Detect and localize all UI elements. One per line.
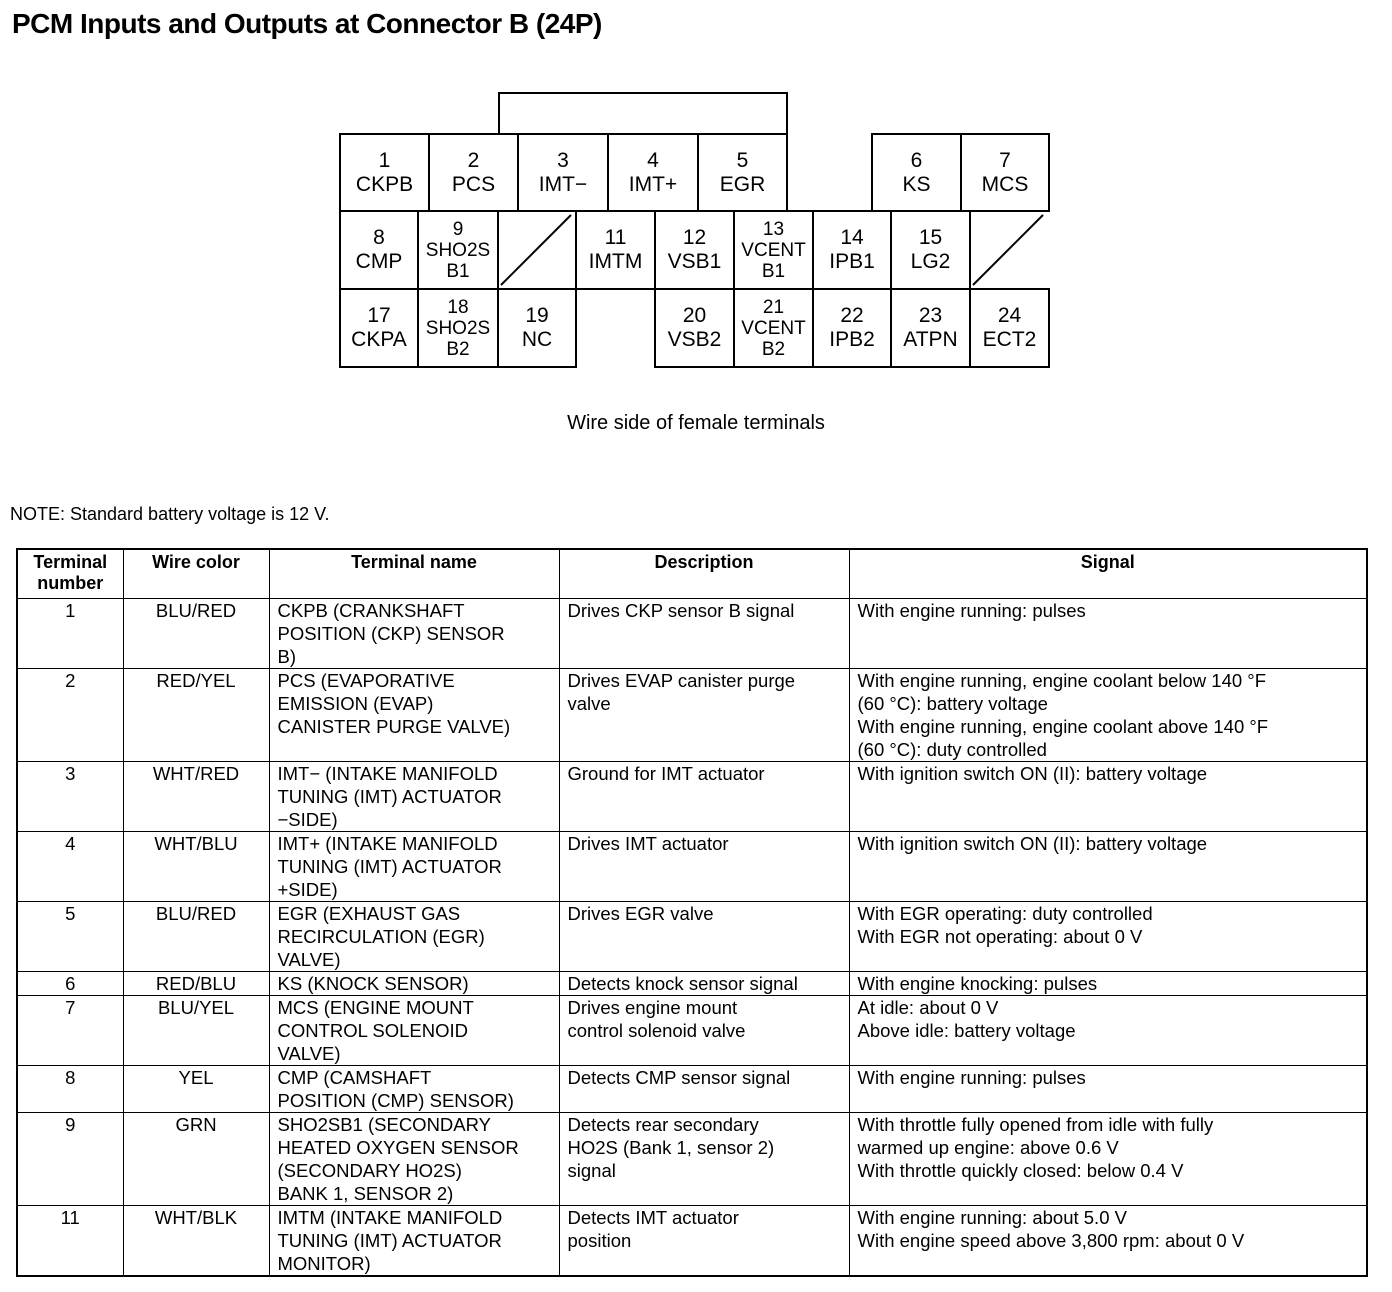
cell-terminal-name-line: POSITION (CKP) SENSOR <box>277 623 505 644</box>
connector-terminal-4 <box>607 133 699 212</box>
cell-signal-line: With engine knocking: pulses <box>857 973 1098 994</box>
cell-wire-color: WHT/BLK <box>123 1206 269 1277</box>
cell-wire-color: WHT/RED <box>123 762 269 832</box>
cell-terminal-name-line: TUNING (IMT) ACTUATOR <box>277 1230 502 1251</box>
cell-signal-line: With ignition switch ON (II): battery voltage <box>857 833 1208 854</box>
cell-description <box>559 1113 849 1206</box>
terminal-num: 22 <box>840 304 864 327</box>
terminal-table <box>16 548 1368 1277</box>
terminal-name2: B2 <box>761 338 786 360</box>
connector-terminal-23 <box>890 288 971 368</box>
header-description: Description <box>559 549 849 599</box>
cell-signal-line: At idle: about 0 V <box>857 997 999 1018</box>
terminal-num: 6 <box>910 148 923 172</box>
cell-wire-color: BLU/RED <box>123 902 269 972</box>
note: NOTE: Standard battery voltage is 12 V. <box>10 504 330 524</box>
cell-signal-line: With engine running, engine coolant above 140 °F <box>857 716 1269 737</box>
cell-terminal-name <box>269 902 559 972</box>
connector-terminal-5 <box>697 133 788 212</box>
cell-description-line: signal <box>567 1160 616 1181</box>
cell-terminal-name-line: BANK 1, SENSOR 2) <box>277 1183 454 1204</box>
cell-description-line: Drives EVAP canister purge <box>567 670 796 691</box>
cell-terminal-name-line: EGR (EXHAUST GAS <box>277 903 461 924</box>
cell-terminal-name-line: TUNING (IMT) ACTUATOR <box>277 786 502 807</box>
cell-wire-color: BLU/RED <box>123 599 269 669</box>
cell-terminal-name-line: VALVE) <box>277 949 341 970</box>
cell-signal-line: With EGR operating: duty controlled <box>857 903 1153 924</box>
cell-terminal-name-line: SHO2SB1 (SECONDARY <box>277 1114 491 1135</box>
table-row <box>17 902 1367 972</box>
terminal-name: EGR <box>719 172 766 196</box>
terminal-num: 20 <box>682 304 707 327</box>
connector-terminal-9 <box>417 210 499 290</box>
cell-signal <box>849 1066 1367 1113</box>
empty-cavity-10 <box>497 211 577 291</box>
terminal-num: 5 <box>736 148 749 172</box>
cell-description-line: HO2S (Bank 1, sensor 2) <box>567 1137 775 1158</box>
cell-signal <box>849 832 1367 902</box>
terminal-num: 4 <box>647 148 659 172</box>
cell-signal-line: With throttle fully opened from idle with fully <box>857 1114 1214 1135</box>
cell-terminal-name-line: CKPB (CRANKSHAFT <box>277 600 465 621</box>
connector-terminal-6 <box>871 133 962 212</box>
connector-diagram <box>0 0 1392 400</box>
cell-terminal-name-line: HEATED OXYGEN SENSOR <box>277 1137 519 1158</box>
terminal-num: 11 <box>604 226 627 249</box>
cell-terminal-name <box>269 972 559 996</box>
cell-terminal-name-line: RECIRCULATION (EGR) <box>277 926 485 947</box>
cell-signal-line: With ignition switch ON (II): battery voltage <box>857 763 1208 784</box>
table-row <box>17 1066 1367 1113</box>
connector-terminal-7 <box>960 133 1050 212</box>
connector-terminal-17 <box>339 288 419 368</box>
cell-terminal-number: 6 <box>17 972 123 996</box>
cell-description-line: Drives IMT actuator <box>567 833 729 854</box>
cell-signal <box>849 1113 1367 1206</box>
cell-description <box>559 1066 849 1113</box>
cell-description-line: Ground for IMT actuator <box>567 763 765 784</box>
terminal-num: 3 <box>557 148 569 172</box>
cell-description <box>559 1206 849 1277</box>
cell-terminal-number: 5 <box>17 902 123 972</box>
empty-cavity-16 <box>969 211 1049 291</box>
cell-description <box>559 972 849 996</box>
cell-terminal-name <box>269 1206 559 1277</box>
terminal-num: 2 <box>467 148 480 172</box>
cell-terminal-number: 8 <box>17 1066 123 1113</box>
connector-terminal-8 <box>339 210 419 290</box>
cell-description <box>559 599 849 669</box>
connector-terminal-15 <box>890 210 971 290</box>
terminal-num: 15 <box>918 226 943 249</box>
connector-terminal-18 <box>417 288 499 368</box>
connector-terminal-21 <box>733 288 814 368</box>
terminal-num: 21 <box>762 296 785 318</box>
cell-signal-line: With EGR not operating: about 0 V <box>857 926 1143 947</box>
cell-signal-line: With throttle quickly closed: below 0.4 V <box>857 1160 1184 1181</box>
table-row <box>17 599 1367 669</box>
cell-description-line: position <box>567 1230 632 1251</box>
cell-description-line: Detects rear secondary <box>567 1114 759 1135</box>
cell-signal <box>849 996 1367 1066</box>
page-title: PCM Inputs and Outputs at Connector B (24P) <box>12 8 602 39</box>
connector-terminal-19 <box>497 288 577 368</box>
terminal-num: 8 <box>373 226 385 249</box>
terminal-name: KS <box>902 172 931 196</box>
cell-terminal-name-line: KS (KNOCK SENSOR) <box>277 973 469 994</box>
cell-terminal-name-line: IMT− (INTAKE MANIFOLD <box>277 763 498 784</box>
cell-signal-line: (60 °C): duty controlled <box>857 739 1047 760</box>
cell-description-line: valve <box>567 693 611 714</box>
connector-lock-tab <box>498 92 788 136</box>
table-row <box>17 972 1367 996</box>
header-terminal-number: Terminal number <box>17 549 123 599</box>
cell-description <box>559 996 849 1066</box>
terminal-num: 17 <box>367 304 391 327</box>
terminal-num: 1 <box>378 148 391 172</box>
connector-terminal-3 <box>517 133 609 212</box>
cell-signal <box>849 972 1367 996</box>
terminal-num: 13 <box>762 218 785 240</box>
terminal-name: VCENT <box>741 239 806 261</box>
connector-terminal-22 <box>812 288 892 368</box>
cell-terminal-number: 3 <box>17 762 123 832</box>
terminal-name: IMT− <box>538 172 588 196</box>
cell-terminal-name-line: B) <box>277 646 296 667</box>
header-terminal-name: Terminal name <box>269 549 559 599</box>
cell-signal <box>849 599 1367 669</box>
cell-description-line: Drives CKP sensor B signal <box>567 600 795 621</box>
table-row <box>17 1113 1367 1206</box>
terminal-name: IPB2 <box>829 328 875 351</box>
cell-signal-line: warmed up engine: above 0.6 V <box>857 1137 1119 1158</box>
terminal-name: IMT+ <box>628 172 678 196</box>
cell-wire-color: WHT/BLU <box>123 832 269 902</box>
connector-terminal-11 <box>575 210 656 290</box>
table-row <box>17 996 1367 1066</box>
cell-wire-color: RED/YEL <box>123 669 269 762</box>
cell-terminal-number: 7 <box>17 996 123 1066</box>
connector-terminal-14 <box>812 210 892 290</box>
cell-terminal-name <box>269 996 559 1066</box>
cell-wire-color: GRN <box>123 1113 269 1206</box>
cell-signal-line: With engine running, engine coolant below 140 °F <box>857 670 1266 691</box>
cell-wire-color: BLU/YEL <box>123 996 269 1066</box>
cell-signal-line: With engine running: pulses <box>857 600 1086 621</box>
table-row <box>17 669 1367 762</box>
cell-terminal-name <box>269 669 559 762</box>
connector-terminal-1 <box>339 133 430 212</box>
terminal-num: 19 <box>525 304 549 327</box>
cell-description <box>559 902 849 972</box>
cell-signal <box>849 1206 1367 1277</box>
cell-terminal-name-line: (SECONDARY HO2S) <box>277 1160 462 1181</box>
cell-terminal-name-line: IMTM (INTAKE MANIFOLD <box>277 1207 503 1228</box>
terminal-name: VSB1 <box>667 250 722 273</box>
terminal-name: SHO2S <box>425 317 491 339</box>
cell-description-line: Drives engine mount <box>567 997 738 1018</box>
cell-terminal-name-line: MONITOR) <box>277 1253 371 1274</box>
terminal-name: IPB1 <box>829 250 875 273</box>
terminal-name: IMTM <box>588 250 643 273</box>
terminal-name: ECT2 <box>982 328 1037 351</box>
cell-terminal-name-line: PCS (EVAPORATIVE <box>277 670 455 691</box>
connector-terminal-24 <box>969 288 1050 368</box>
terminal-name: CKPB <box>355 172 414 196</box>
cell-signal <box>849 669 1367 762</box>
cell-terminal-name <box>269 599 559 669</box>
cell-description-line: Drives EGR valve <box>567 903 714 924</box>
cell-terminal-number: 11 <box>17 1206 123 1277</box>
cell-terminal-name-line: TUNING (IMT) ACTUATOR <box>277 856 502 877</box>
cell-description <box>559 669 849 762</box>
table-row <box>17 762 1367 832</box>
cell-signal-line: Above idle: battery voltage <box>857 1020 1076 1041</box>
terminal-name: CKPA <box>351 328 407 351</box>
cell-wire-color: RED/BLU <box>123 972 269 996</box>
cell-terminal-name-line: CMP (CAMSHAFT <box>277 1067 432 1088</box>
cell-terminal-name <box>269 762 559 832</box>
cell-terminal-name-line: EMISSION (EVAP) <box>277 693 434 714</box>
cell-terminal-number: 2 <box>17 669 123 762</box>
terminal-name2: B1 <box>761 260 786 282</box>
cell-signal-line: With engine running: about 5.0 V <box>857 1207 1127 1228</box>
cell-description <box>559 832 849 902</box>
terminal-num: 18 <box>447 296 469 318</box>
cell-terminal-number: 9 <box>17 1113 123 1206</box>
terminal-num: 12 <box>682 226 707 249</box>
terminal-name: VCENT <box>741 317 806 339</box>
cell-terminal-name <box>269 832 559 902</box>
terminal-name: SHO2S <box>425 239 491 261</box>
cell-terminal-name-line: −SIDE) <box>277 809 338 830</box>
table-row <box>17 832 1367 902</box>
terminal-num: 9 <box>452 218 464 240</box>
cell-signal <box>849 902 1367 972</box>
cell-terminal-name-line: VALVE) <box>277 1043 341 1064</box>
cell-description-line: Detects CMP sensor signal <box>567 1067 791 1088</box>
terminal-name: NC <box>521 328 553 351</box>
table-row <box>17 1206 1367 1277</box>
terminal-num: 7 <box>999 148 1011 172</box>
connector-terminal-13 <box>733 210 814 290</box>
cell-terminal-name-line: IMT+ (INTAKE MANIFOLD <box>277 833 498 854</box>
connector-terminal-12 <box>654 210 735 290</box>
cell-description-line: Detects IMT actuator <box>567 1207 739 1228</box>
terminal-name: LG2 <box>910 250 951 273</box>
connector-terminal-20 <box>654 288 735 368</box>
terminal-num: 23 <box>918 304 943 327</box>
terminal-name: VSB2 <box>667 328 722 351</box>
terminal-name: PCS <box>451 172 496 196</box>
terminal-name2: B1 <box>446 260 470 282</box>
cell-signal-line: With engine running: pulses <box>857 1067 1086 1088</box>
connector-caption: Wire side of female terminals <box>567 412 825 434</box>
cell-wire-color: YEL <box>123 1066 269 1113</box>
cell-terminal-number: 4 <box>17 832 123 902</box>
cell-terminal-name-line: POSITION (CMP) SENSOR) <box>277 1090 514 1111</box>
cell-terminal-name-line: CONTROL SOLENOID <box>277 1020 469 1041</box>
header-wire-color: Wire color <box>123 549 269 599</box>
table-header-row <box>17 549 1367 599</box>
connector-terminal-2 <box>428 133 519 212</box>
cell-terminal-name-line: +SIDE) <box>277 879 338 900</box>
cell-description <box>559 762 849 832</box>
cell-terminal-name <box>269 1113 559 1206</box>
cell-description-line: control solenoid valve <box>567 1020 746 1041</box>
cell-terminal-name <box>269 1066 559 1113</box>
terminal-name: MCS <box>981 172 1029 196</box>
cell-signal-line: With engine speed above 3,800 rpm: about 0 V <box>857 1230 1245 1251</box>
terminal-num: 14 <box>840 226 864 249</box>
cell-terminal-number: 1 <box>17 599 123 669</box>
cell-signal <box>849 762 1367 832</box>
cell-terminal-name-line: MCS (ENGINE MOUNT <box>277 997 474 1018</box>
terminal-name2: B2 <box>446 338 470 360</box>
header-signal: Signal <box>849 549 1367 599</box>
cell-description-line: Detects knock sensor signal <box>567 973 798 994</box>
cell-signal-line: (60 °C): battery voltage <box>857 693 1048 714</box>
terminal-name: CMP <box>355 250 403 273</box>
cell-terminal-name-line: CANISTER PURGE VALVE) <box>277 716 511 737</box>
terminal-name: ATPN <box>903 328 958 351</box>
terminal-num: 24 <box>997 304 1022 327</box>
